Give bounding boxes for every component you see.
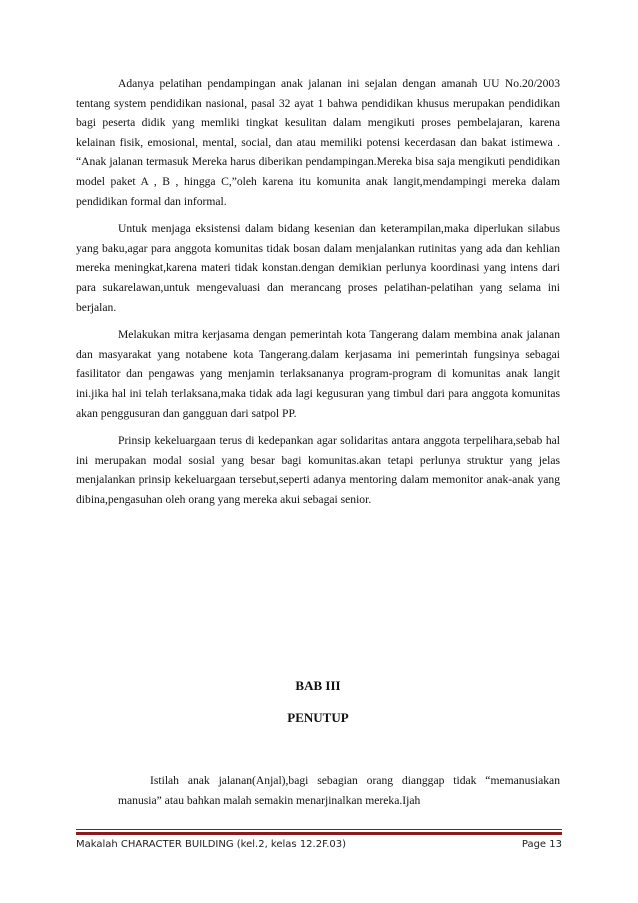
paragraph-2: Untuk menjaga eksistensi dalam bidang kesenian dan keterampilan,maka diperlukan silabus yang baku,agar para anggota komunitas tidak bosan dalam menjalankan rutinitas yang ada dan kehlian mereka meningkat,karena materi tidak konstan.dengan demikian perlunya koordinasi yang intens dari para sukarelawan,untuk mengevaluasi dan merancang proses pelatihan-pelatihan yang selama ini berjalan. xyxy=(76,222,560,314)
closing-section xyxy=(118,771,560,811)
chapter-title: PENUTUP xyxy=(287,710,349,725)
paragraph-4: Prinsip kekeluargaan terus di kedepankan agar solidaritas antara anggota terpelihara,sebab hal ini merupakan modal sosial yang besar bagi komunitas.akan tetapi perlunya struktur yang jelas menjalankan prinsip kekeluargaan tersebut,seperti adanya mentoring dalam memonitor anak-anak yang dibina,pengasuhan oleh orang yang mereka akui sebagai senior. xyxy=(76,434,560,506)
closing-paragraph: Istilah anak jalanan(Anjal),bagi sebagian orang dianggap tidak “memanusiakan manusia” atau bahkan malah semakin menarjinalkan mereka.Ijah xyxy=(118,774,560,807)
body-text xyxy=(76,74,560,517)
page-number: Page 13 xyxy=(521,839,562,850)
paragraph-1: Adanya pelatihan pendampingan anak jalanan ini sejalan dengan amanah UU No.20/2003 tentang system pendidikan nasional, pasal 32 ayat 1 bahwa pendidikan khusus merupakan pendidikan bagi peserta didik yang memliki tingkat kesulitan dalam mengikuti proses pembelajaran, karena kelainan fisik, emosional, mental, social, dan atau memiliki potensi kecerdasan dan bakat istimewa . “Anak jalanan termasuk Mereka harus diberikan pendampingan.Mereka bisa saja mengikuti pendidikan model paket A , B , hingga C,”oleh karena itu komunita anak langit,mendampingi mereka dalam pendidikan formal dan informal. xyxy=(76,77,560,208)
paragraph-3: Melakukan mitra kerjasama dengan pemerintah kota Tangerang dalam membina anak jalanan dan masyarakat yang notabene kota Tangerang.dalam kerjasama ini pemerintah fungsinya sebagai fasilitator dan pengawas yang menjamin terlaksananya program-program di komunitas anak langit ini.jika hal ini telah terlaksana,maka tidak ada lagi kegusuran yang timbul dari para anggota komunitas akan penggusuran dan gangguan dari satpol PP. xyxy=(76,328,560,420)
page-footer xyxy=(76,839,562,855)
footer-rule-thick xyxy=(76,832,562,835)
footer-rule-thin xyxy=(76,829,562,830)
footer-title: Makalah CHARACTER BUILDING (kel.2, kelas 12.2F.03) xyxy=(76,839,347,850)
chapter-number: BAB III xyxy=(295,678,341,693)
